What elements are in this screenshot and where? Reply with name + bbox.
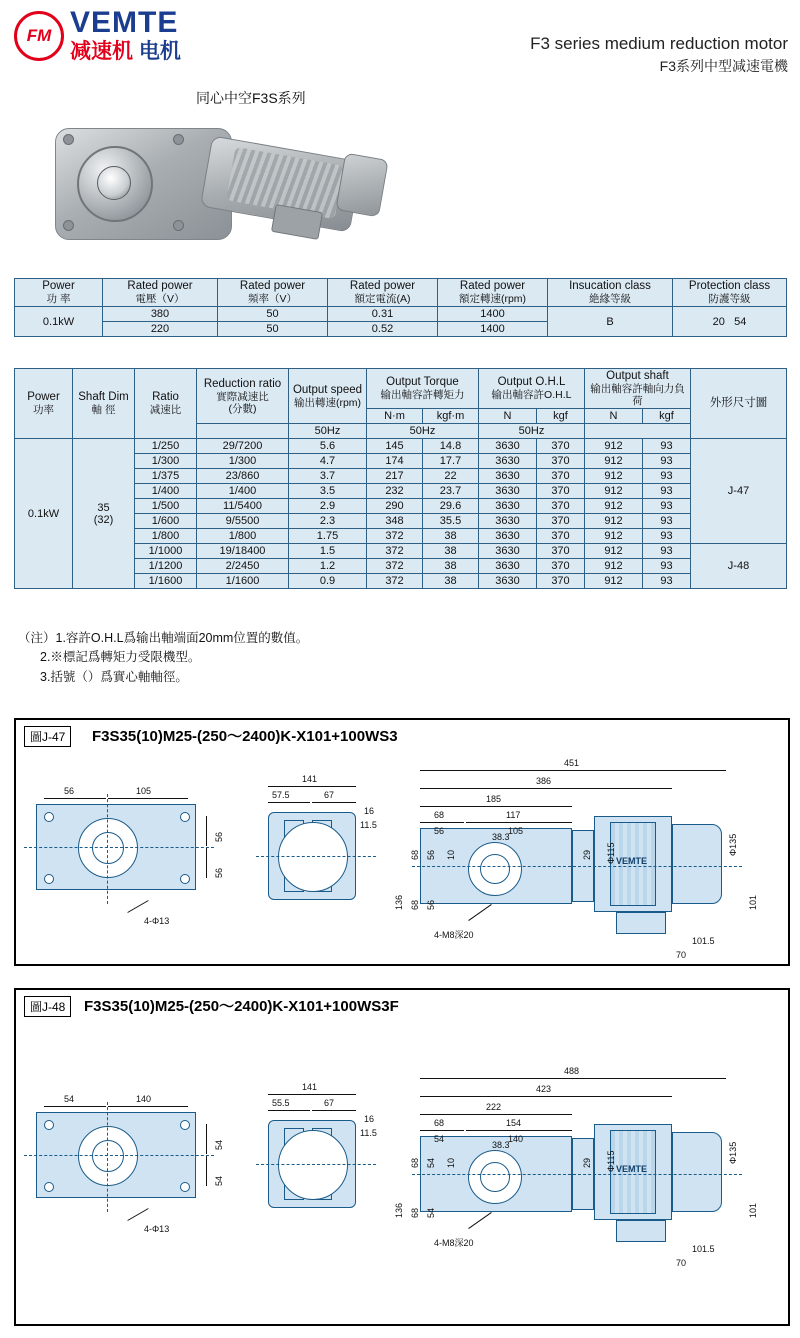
leader-line — [468, 904, 492, 921]
cell-shaft-n: 912 — [585, 499, 643, 514]
dim-29: 29 — [582, 849, 592, 860]
cell-speed: 1.75 — [289, 529, 367, 544]
callout-bolt-holes: 4-Φ13 — [144, 916, 170, 926]
right-view-fan-cover — [672, 824, 722, 904]
series-label: 同心中空F3S系列 — [196, 90, 306, 106]
cell-voltage: 220 — [103, 322, 218, 337]
th-sub-reduction — [197, 424, 289, 439]
figure-drawing — [16, 1020, 788, 1320]
brand-mark: VEMTE — [616, 856, 648, 866]
centerline-h — [256, 1164, 376, 1165]
th-current: Rated power 額定電流(A) — [328, 279, 438, 307]
dim-70: 70 — [676, 950, 687, 960]
th-sub-speed-hz: 50Hz — [289, 424, 367, 439]
leader-line — [468, 1212, 492, 1229]
cell-current: 0.52 — [328, 322, 438, 337]
table-row — [15, 307, 787, 322]
cell-ohl-kgf: 370 — [537, 439, 585, 454]
cell-ohl-kgf: 370 — [537, 559, 585, 574]
cell-kgfm: 38 — [423, 544, 479, 559]
dim-38-3: 38.3 — [492, 832, 510, 842]
cell-reduction: 11/5400 — [197, 499, 289, 514]
cell-shaft-kgf: 93 — [643, 454, 691, 469]
cell-reduction: 29/7200 — [197, 439, 289, 454]
right-view-fan-cover — [672, 1132, 722, 1212]
cell-shaft-n: 912 — [585, 469, 643, 484]
cell-reduction: 1/400 — [197, 484, 289, 499]
dim-222: 222 — [486, 1102, 502, 1112]
cell-nm: 372 — [367, 529, 423, 544]
motor-fan-cover — [335, 153, 388, 218]
th-insulation: Insucation class 絶緣等級 — [548, 279, 673, 307]
logo-mark-icon: FM — [14, 11, 64, 61]
dim-line — [420, 806, 572, 807]
cell-ohl-kgf: 370 — [537, 544, 585, 559]
dim-line — [420, 1078, 726, 1079]
cell-nm: 217 — [367, 469, 423, 484]
dim-56-lower: 56 — [426, 899, 436, 910]
dim-54-lower: 54 — [426, 1207, 436, 1218]
cell-ohl-n: 3630 — [479, 514, 537, 529]
bolt-icon — [173, 220, 184, 231]
cell-speed: 5.6 — [289, 439, 367, 454]
cell-ohl-n: 3630 — [479, 469, 537, 484]
dim-57-5: 57.5 — [272, 790, 290, 800]
dim-line — [420, 822, 464, 823]
cell-ohl-n: 3630 — [479, 574, 537, 589]
dim-423: 423 — [536, 1084, 552, 1094]
cell-ratio: 1/600 — [135, 514, 197, 529]
dim-line-v — [206, 848, 207, 878]
bolt-hole-icon — [44, 1182, 54, 1192]
cell-ohl-n: 3630 — [479, 559, 537, 574]
dim-140: 140 — [136, 1094, 152, 1104]
cell-shaft-dim: 35 (32) — [73, 439, 135, 589]
th-output-ohl: Output O.H.L 输出軸容許O.H.L — [479, 369, 585, 409]
cell-speed: 2.9 — [289, 499, 367, 514]
centerline-h — [412, 866, 742, 867]
centerline-h — [24, 1155, 214, 1156]
callout-bolt-holes: 4-Φ13 — [144, 1224, 170, 1234]
figure-title: F3S35(10)M25-(250～2400)K-X101+100WS3F — [84, 998, 399, 1015]
cell-shaft-kgf: 93 — [643, 439, 691, 454]
cell-nm: 145 — [367, 439, 423, 454]
dim-phi135: Φ135 — [728, 1141, 738, 1164]
cell-protection: 20 54 — [673, 307, 787, 337]
bolt-hole-icon — [180, 1182, 190, 1192]
dim-54-right-b: 54 — [214, 1175, 224, 1186]
cell-speed: 1400 — [438, 322, 548, 337]
cell-ratio: 1/800 — [135, 529, 197, 544]
th-sub-ohl-hz: 50Hz — [479, 424, 585, 439]
dim-line-v — [206, 1124, 207, 1154]
cell-kgfm: 38 — [423, 529, 479, 544]
bolt-hole-icon — [44, 1120, 54, 1130]
dim-line — [420, 1114, 572, 1115]
cell-power: 0.1kW — [15, 307, 103, 337]
th-frequency: Rated power 頻率（V） — [218, 279, 328, 307]
cell-nm: 290 — [367, 499, 423, 514]
cell-ohl-kgf: 370 — [537, 574, 585, 589]
th-rated-speed: Rated power 額定轉速(rpm) — [438, 279, 548, 307]
dim-136: 136 — [394, 894, 404, 910]
cell-shaft-kgf: 93 — [643, 574, 691, 589]
cell-nm: 372 — [367, 559, 423, 574]
cell-shaft-kgf: 93 — [643, 544, 691, 559]
th-reduction-ratio: Reduction ratio 實際减速比 (分數) — [197, 369, 289, 424]
dim-phi135: Φ135 — [728, 833, 738, 856]
spec-table — [14, 278, 787, 337]
cell-shaft-n: 912 — [585, 484, 643, 499]
dim-line — [268, 802, 310, 803]
dim-line — [268, 786, 356, 787]
dim-phi115: Φ115 — [606, 1150, 616, 1172]
performance-table — [14, 368, 787, 589]
th-dimension-figure: 外形尺寸圖 — [691, 369, 787, 439]
left-view-bore-inner — [92, 832, 124, 864]
product-photo — [55, 120, 385, 250]
right-view-bore-inner — [480, 854, 510, 884]
cell-insulation: B — [548, 307, 673, 337]
cell-ohl-kgf: 370 — [537, 499, 585, 514]
brand-name-cn: 减速机 电机 — [70, 40, 181, 63]
dim-line — [44, 798, 106, 799]
cell-ohl-kgf: 370 — [537, 514, 585, 529]
table-header-row — [15, 369, 787, 409]
cell-ohl-n: 3630 — [479, 454, 537, 469]
bolt-hole-icon — [44, 874, 54, 884]
centerline-v — [107, 1102, 108, 1212]
cell-speed: 2.3 — [289, 514, 367, 529]
cell-ratio: 1/500 — [135, 499, 197, 514]
cell-shaft-n: 912 — [585, 574, 643, 589]
dim-55-5: 55.5 — [272, 1098, 290, 1108]
dim-11-5: 11.5 — [360, 1128, 377, 1138]
cell-ohl-n: 3630 — [479, 529, 537, 544]
th-ratio: Ratio 减速比 — [135, 369, 197, 439]
dim-line — [466, 1130, 572, 1131]
dim-line — [268, 1094, 356, 1095]
cell-nm: 348 — [367, 514, 423, 529]
cell-fig-ref-1: J-47 — [691, 439, 787, 544]
cell-ratio: 1/250 — [135, 439, 197, 454]
dim-56r: 56 — [434, 826, 445, 836]
th-output-shaft: Output shaft 输出軸容許軸向力負荷 — [585, 369, 691, 409]
cell-ohl-kgf: 370 — [537, 469, 585, 484]
dim-line — [268, 1110, 310, 1111]
dim-54: 54 — [64, 1094, 75, 1104]
dim-line — [420, 1096, 672, 1097]
th-sub-shaft-blank — [585, 424, 691, 439]
cell-ohl-n: 3630 — [479, 499, 537, 514]
cell-nm: 232 — [367, 484, 423, 499]
cell-power: 0.1kW — [15, 439, 73, 589]
cell-shaft-kgf: 93 — [643, 469, 691, 484]
bolt-hole-icon — [180, 874, 190, 884]
dim-101-5: 101.5 — [692, 1244, 715, 1254]
dim-54-upper: 54 — [426, 1157, 436, 1168]
cell-ratio: 1/300 — [135, 454, 197, 469]
cell-shaft-n: 912 — [585, 454, 643, 469]
th-protection: Protection class 防護等級 — [673, 279, 787, 307]
figure-panel-j47 — [14, 718, 790, 966]
cell-current: 0.31 — [328, 307, 438, 322]
cell-ratio: 1/375 — [135, 469, 197, 484]
leader-line — [127, 1208, 148, 1221]
cell-kgfm: 38 — [423, 559, 479, 574]
cell-shaft-n: 912 — [585, 529, 643, 544]
page-title — [530, 34, 788, 76]
dim-451: 451 — [564, 758, 580, 768]
dim-line-v — [206, 816, 207, 846]
dim-11-5: 11.5 — [360, 820, 377, 830]
right-view-bore-inner — [480, 1162, 510, 1192]
dim-29: 29 — [582, 1157, 592, 1168]
cell-ohl-n: 3630 — [479, 484, 537, 499]
right-view-terminal-box — [616, 1220, 666, 1242]
dim-68-upper: 68 — [410, 849, 420, 860]
figure-header — [16, 720, 788, 750]
dim-141: 141 — [302, 774, 318, 784]
dim-68-lower: 68 — [410, 1207, 420, 1218]
page-header — [0, 0, 800, 106]
dim-line — [108, 798, 188, 799]
th-voltage: Rated power 電壓（V） — [103, 279, 218, 307]
cell-shaft-n: 912 — [585, 439, 643, 454]
centerline-h — [24, 847, 214, 848]
th-torque-kgfm: kgf·m — [423, 409, 479, 424]
table-row — [15, 439, 787, 454]
dim-141: 141 — [302, 1082, 318, 1092]
cell-speed: 3.5 — [289, 484, 367, 499]
cell-speed: 3.7 — [289, 469, 367, 484]
notes-block — [18, 629, 308, 687]
dim-68: 68 — [434, 810, 445, 820]
dim-70: 70 — [676, 1258, 687, 1268]
th-power: Power 功 率 — [15, 279, 103, 307]
dim-101: 101 — [748, 1202, 758, 1218]
dim-16: 16 — [364, 1114, 375, 1124]
note-2: 2.※標記爲轉矩力受限機型。 — [40, 650, 201, 665]
cell-nm: 372 — [367, 574, 423, 589]
centerline-v — [107, 794, 108, 904]
dim-56-upper: 56 — [426, 849, 436, 860]
th-ohl-kgf: kgf — [537, 409, 585, 424]
dim-185: 185 — [486, 794, 502, 804]
cell-ohl-kgf: 370 — [537, 484, 585, 499]
cell-kgfm: 38 — [423, 574, 479, 589]
dim-line — [466, 822, 572, 823]
dim-67: 67 — [324, 790, 335, 800]
th-sub-torque-hz: 50Hz — [367, 424, 479, 439]
cell-kgfm: 29.6 — [423, 499, 479, 514]
th-shaft-kgf: kgf — [643, 409, 691, 424]
dim-line — [420, 788, 672, 789]
cell-reduction: 23/860 — [197, 469, 289, 484]
dim-56-right-b: 56 — [214, 867, 224, 878]
table-header-row — [15, 279, 787, 307]
dim-101-5: 101.5 — [692, 936, 715, 946]
dim-386: 386 — [536, 776, 552, 786]
title-cn: F3系列中型减速電機 — [659, 58, 788, 74]
dim-68-lower: 68 — [410, 899, 420, 910]
cell-shaft-kgf: 93 — [643, 559, 691, 574]
callout-tapped-holes: 4-M8深20 — [434, 930, 474, 940]
left-view-bore-inner — [92, 1140, 124, 1172]
dim-140r: 140 — [508, 1134, 524, 1144]
th-output-speed: Output speed 输出轉速(rpm) — [289, 369, 367, 424]
mid-view-circle — [278, 1130, 348, 1200]
cell-nm: 372 — [367, 544, 423, 559]
th-output-torque: Output Torque 输出軸容許轉矩力 — [367, 369, 479, 409]
cell-kgfm: 22 — [423, 469, 479, 484]
bolt-hole-icon — [180, 1120, 190, 1130]
cell-speed: 1.2 — [289, 559, 367, 574]
note-3: 3.括號（）爲實心軸軸徑。 — [40, 669, 188, 684]
cell-reduction: 2/2450 — [197, 559, 289, 574]
dim-16: 16 — [364, 806, 375, 816]
dim-line — [312, 802, 356, 803]
note-1: （注）1.容許O.H.L爲输出軸端面20mm位置的數值。 — [18, 631, 309, 645]
cell-ohl-kgf: 370 — [537, 529, 585, 544]
dim-10: 10 — [446, 1157, 456, 1168]
brand-mark: VEMTE — [616, 1164, 648, 1174]
cell-shaft-kgf: 93 — [643, 484, 691, 499]
centerline-h — [256, 856, 376, 857]
brand-logo — [14, 8, 181, 64]
cell-kgfm: 17.7 — [423, 454, 479, 469]
cell-reduction: 1/800 — [197, 529, 289, 544]
dim-101: 101 — [748, 894, 758, 910]
cell-frequency: 50 — [218, 307, 328, 322]
dim-line — [108, 1106, 188, 1107]
cell-ratio: 1/1000 — [135, 544, 197, 559]
figure-title: F3S35(10)M25-(250～2400)K-X101+100WS3 — [92, 728, 398, 745]
dim-line — [44, 1106, 106, 1107]
cell-fig-ref-2: J-48 — [691, 544, 787, 589]
dim-105: 105 — [136, 786, 152, 796]
dim-10: 10 — [446, 849, 456, 860]
cell-reduction: 1/1600 — [197, 574, 289, 589]
th-ohl-n: N — [479, 409, 537, 424]
dim-line-v — [206, 1156, 207, 1186]
cell-kgfm: 14.8 — [423, 439, 479, 454]
cell-ratio: 1/400 — [135, 484, 197, 499]
cell-speed: 1400 — [438, 307, 548, 322]
cell-ohl-n: 3630 — [479, 544, 537, 559]
bolt-icon — [173, 134, 184, 145]
cell-nm: 174 — [367, 454, 423, 469]
cell-kgfm: 23.7 — [423, 484, 479, 499]
cell-reduction: 19/18400 — [197, 544, 289, 559]
dim-38-3: 38.3 — [492, 1140, 510, 1150]
bolt-hole-icon — [44, 812, 54, 822]
bolt-icon — [63, 220, 74, 231]
dim-54r: 54 — [434, 1134, 445, 1144]
callout-tapped-holes: 4-M8深20 — [434, 1238, 474, 1248]
cell-shaft-kgf: 93 — [643, 529, 691, 544]
dim-54-right-a: 54 — [214, 1139, 224, 1150]
cell-ratio: 1/1600 — [135, 574, 197, 589]
dim-line — [312, 1110, 356, 1111]
dim-68-upper: 68 — [410, 1157, 420, 1168]
cell-speed: 1.5 — [289, 544, 367, 559]
mid-view-circle — [278, 822, 348, 892]
dim-line — [420, 770, 726, 771]
right-view-terminal-box — [616, 912, 666, 934]
cell-ohl-n: 3630 — [479, 439, 537, 454]
cell-shaft-n: 912 — [585, 559, 643, 574]
cell-shaft-n: 912 — [585, 544, 643, 559]
dim-136: 136 — [394, 1202, 404, 1218]
dim-56: 56 — [64, 786, 75, 796]
brand-name: VEMTE — [70, 6, 179, 39]
bolt-icon — [63, 134, 74, 145]
cell-shaft-kgf: 93 — [643, 514, 691, 529]
dim-154: 154 — [506, 1118, 522, 1128]
th-shaft-n: N — [585, 409, 643, 424]
th-shaft-dim: Shaft Dim 軸 徑 — [73, 369, 135, 439]
cell-voltage: 380 — [103, 307, 218, 322]
dim-phi115: Φ115 — [606, 842, 616, 864]
figure-tag: 圖J-47 — [24, 726, 71, 747]
dim-67: 67 — [324, 1098, 335, 1108]
dim-105r: 105 — [508, 826, 524, 836]
hollow-shaft-bore — [97, 166, 131, 200]
figure-drawing — [16, 750, 788, 962]
dim-488: 488 — [564, 1066, 580, 1076]
bolt-hole-icon — [180, 812, 190, 822]
cell-speed: 4.7 — [289, 454, 367, 469]
cell-reduction: 1/300 — [197, 454, 289, 469]
cell-speed: 0.9 — [289, 574, 367, 589]
cell-shaft-kgf: 93 — [643, 499, 691, 514]
cell-kgfm: 35.5 — [423, 514, 479, 529]
figure-tag: 圖J-48 — [24, 996, 71, 1017]
cell-reduction: 9/5500 — [197, 514, 289, 529]
figure-header — [16, 990, 788, 1020]
dim-56-right-a: 56 — [214, 831, 224, 842]
dim-line — [420, 1130, 464, 1131]
th-torque-nm: N·m — [367, 409, 423, 424]
centerline-h — [412, 1174, 742, 1175]
cell-shaft-n: 912 — [585, 514, 643, 529]
leader-line — [127, 900, 148, 913]
cell-ratio: 1/1200 — [135, 559, 197, 574]
dim-68: 68 — [434, 1118, 445, 1128]
cell-frequency: 50 — [218, 322, 328, 337]
th-power: Power 功率 — [15, 369, 73, 439]
cell-ohl-kgf: 370 — [537, 454, 585, 469]
dim-117: 117 — [506, 810, 521, 820]
title-en: F3 series medium reduction motor — [530, 34, 788, 53]
figure-panel-j48 — [14, 988, 790, 1326]
